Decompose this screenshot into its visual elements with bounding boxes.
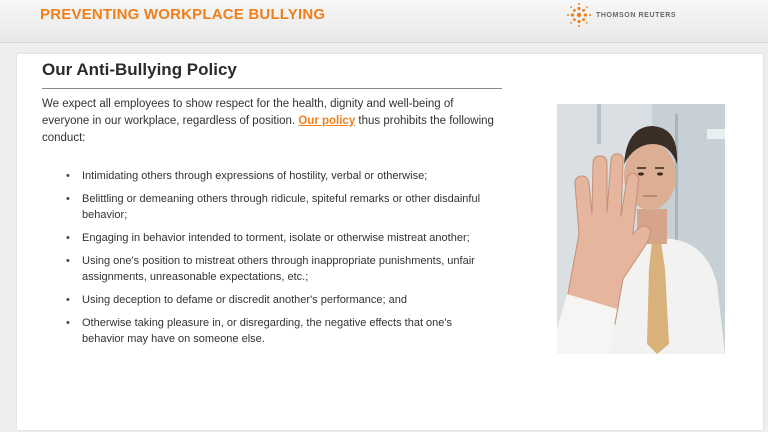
our-policy-link[interactable]: Our policy [298,115,356,127]
top-bar [0,0,768,43]
bullet-icon: • [66,317,70,329]
thomson-reuters-logo-icon [566,2,592,28]
photo-illustration [557,104,725,354]
intro-paragraph [42,96,497,147]
list-item [62,292,497,308]
logo-text: THOMSON REUTERS [596,11,677,19]
list-item-text: Intimidating others through expressions of hostility, verbal or otherwise; [82,170,428,182]
bullet-icon: • [66,170,70,182]
bullet-icon: • [66,232,70,244]
list-item [62,315,497,347]
list-item [62,230,497,246]
course-title: PREVENTING WORKPLACE BULLYING [40,6,326,23]
list-item [62,253,497,285]
intro-text-2: thus prohibits the following conduct: [42,115,494,144]
bullet-icon: • [66,193,70,205]
heading-divider [42,88,502,89]
company-logo [566,4,676,26]
man-stop-hand-photo [557,104,725,354]
list-item-text: Using one's position to mistreat others through inappropriate punishments, unfair assignments, unreasonable expectations, etc.; [82,255,475,283]
list-item-text: Belittling or demeaning others through ridicule, spiteful remarks or other disdainful behavior; [82,193,481,221]
list-item-text: Otherwise taking pleasure in, or disregarding, the negative effects that one's behavior may have on someone else. [82,317,453,345]
list-item-text: Engaging in behavior intended to torment, isolate or otherwise mistreat another; [82,232,470,244]
intro-text-1: We expect all employees to show respect for the health, dignity and well-being of everyone in our workplace, regardless of position. [42,98,454,127]
list-item-text: Using deception to defame or discredit another's performance; and [82,294,407,306]
list-item [62,191,497,223]
slide-heading: Our Anti-Bullying Policy [42,60,237,79]
bullet-icon: • [66,255,70,267]
conduct-list [62,168,497,354]
bullet-icon: • [66,294,70,306]
list-item [62,168,497,184]
